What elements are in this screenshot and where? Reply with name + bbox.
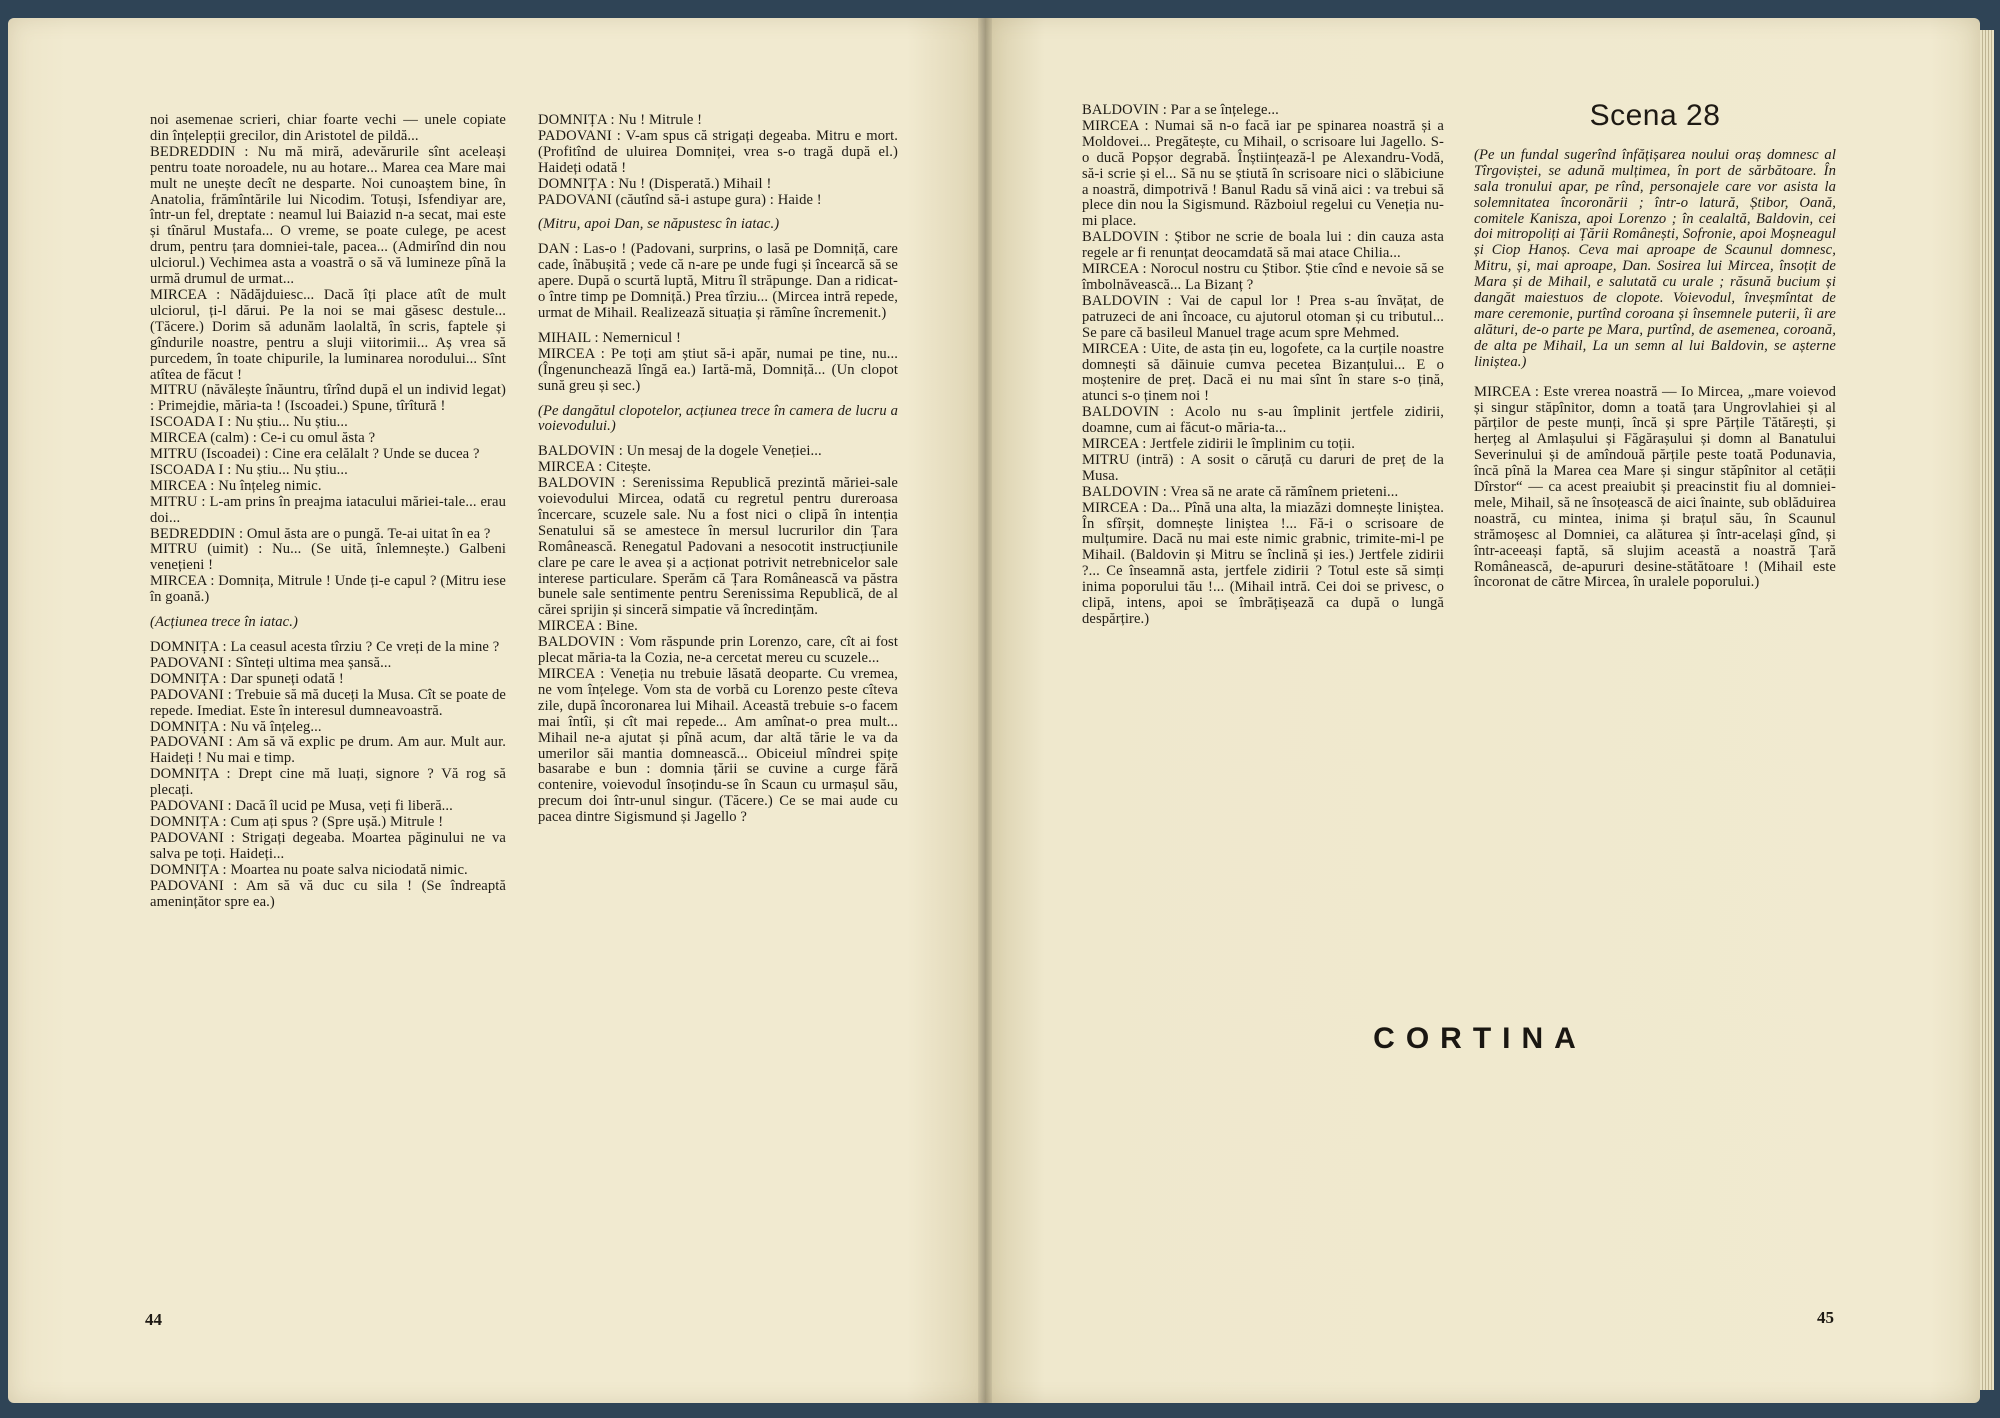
dialogue-line: MIRCEA : Nu înțeleg nimic. [150,477,322,494]
dialogue-line: MITRU : L-am prins în preajma iatacului măriei-tale... erau doi... [150,493,506,526]
dialogue-line: MIRCEA : Norocul nostru cu Știbor. Știe cînd e nevoie să se îmbolnăvească... La Bizanț ? [1082,261,1444,293]
dialogue-line: PADOVANI : Dacă îl ucid pe Musa, veți fi liberă... [150,798,453,815]
stage-direction: (Pe dangătul clopotelor, acțiunea trece în camera de lucru a voievodului.) [538,402,898,435]
dialogue-line: MIRCEA : Uite, de asta țin eu, logofete, ca la curțile noastre domnești să dăinuie cumva pecetea Bizanțului... E o moștenire de preț. Dacă ei nu mai sînt în stare s-o țină, atunci s-o ținem noi ! [1082,340,1444,405]
dialogue-line: DOMNIȚA : Nu ! Mitrule ! [538,112,703,128]
dialogue-line: ISCOADA I : Nu știu... Nu știu... [150,414,348,431]
dialogue-line: BEDREDDIN : Nu mă miră, adevărurile sînt aceleași pentru toate noroadele, nu au hotare... Marea cea Mare mai mult ne unește decît ne desparte. Noi cunoaștem bine, în Anatolia, frămîntările lui Nicodim. Totuși, Isfendiyar are, într-un fel, dreptate : neamul lui Baiazid n-a secat, mai este și tînărul Mustafa... O vreme, se poate culege, pe acest drum, pentru țara domniei-tale, pacea... (Admirînd din nou ulciorul.) Vechimea asta a voastră o să vă lumineze pînă la urmă drumul de urmat... [150,143,506,288]
dialogue-line: MIRCEA : Nădăjduiesc... Dacă îți place atît de mult ulciorul, ți-l dărui. Pe la noi se mai găsesc destule... (Tăcere.) Dorim să adunăm laolaltă, în scris, faptele și gîndurile noastre, pentru a sluji viitorimii... Aș vrea să purcedem, în toate chipurile, la luminarea norodului... Sînt atîtea de făcut ! [150,286,506,383]
book-gutter [978,18,992,1403]
page-edges [1980,30,1994,1390]
dialogue-line: MIRCEA : Jertfele zidirii le împlinim cu toții. [1082,436,1356,453]
dialogue-line: DOMNIȚA : Drept cine mă luați, signore ? Vă rog să plecați. [150,766,506,799]
dialogue-line: DOMNIȚA : Dar spuneți odată ! [150,670,344,687]
stage-direction: (Acțiunea trece în iatac.) [150,614,298,631]
dialogue-line: MIHAIL : Nemernicul ! [538,329,681,346]
right-page-column-2 [1474,100,1836,591]
dialogue-line: MIRCEA : Este vrerea noastră — Io Mircea, „mare voievod și singur stăpînitor, domn a toată țara Ungrovlahiei și al părților de peste munți, încă și spre Părțile Tătărești, și herțeg al Amlașului și Făgărașului și domn al Banatului Severinului și de amîndouă părțile peste toată Podunavia, încă pînă la Marea cea Mare și singur stăpînitor al cetății Dîrstor“ — ca acest preaiubit și preacinstit fiu al domniei-mele, Mihail, să ne însoțească de aici înainte, sub oblăduirea noastră, cu mintea, inima și brațul său, în Scaunul strămoșesc al Domniei, ca alăturea și într-același gînd, și într-aceeași faptă, să slujim această a noastră Țară Românească, de-apururi desine-stătătoare ! (Mihail este încoronat de către Mircea, în uralele poporului.) [1474,383,1836,591]
dialogue-line: DOMNIȚA : Cum ați spus ? (Spre ușă.) Mitrule ! [150,813,444,830]
dialogue-line: MIRCEA : Bine. [538,618,638,635]
right-page-column-1 [1082,103,1444,628]
dialogue-line: MIRCEA : Veneția nu trebuie lăsată deoparte. Cu vremea, ne vom înțelege. Vom sta de vorbă cu Lorenzo peste cîteva zile, după încoronarea lui Mihail. Această trebuie s-o facem mai întîi, și cît mai repede... Am amînat-o prea mult... Mihail ne-a ajutat și pînă acum, dar altă tărie le va da umerilor săi mantia domnească... Obiceiul mîndrei spițe basarabe e bun : domnia țării se cuvine a curge fără contenire, voievodul însoțindu-se în Scaun cu urmașul său, precum doi într-unul singur. (Tăcere.) Ce se mai aude cu pacea dintre Sigismund și Jagello ? [538,666,898,826]
dialogue-line: MIRCEA : Da... Pînă una alta, la miazăzi domnește liniștea. În sfîrșit, domnește liniștea !... Fă-i o scrisoare de mulțumire. Dacă nu mai este nimic grabnic, trimite-mi-l pe Mihail. (Baldovin și Mitru se înclină și ies.) Jertfele zidirii ?... Ce înseamnă asta, jertfele zidirii ? Totul este să simți inima poporului tău !... (Mihail intră. Cei doi se privesc, o clipă, intens, apoi se îmbrățișează ca după o lungă despărțire.) [1082,499,1444,627]
dialogue-line: BALDOVIN : Știbor ne scrie de boala lui : din cauza asta regele ar fi renunțat deocamdată să mai atace Chilia... [1082,229,1444,262]
dialogue-line: ISCOADA I : Nu știu... Nu știu... [150,461,348,478]
dialogue-line: MIRCEA : Citește. [538,459,652,476]
dialogue-line: PADOVANI (căutînd să-i astupe gura) : Haide ! [538,191,822,208]
page-number-left: 44 [145,1310,162,1329]
dialogue-line: BALDOVIN : Acolo nu s-au împlinit jertfele zidirii, doamne, cum ai făcut-o măria-ta... [1082,404,1444,437]
dialogue-line: PADOVANI : Strigați degeaba. Moartea păginului ne va salva pe toți. Haideți... [150,829,506,862]
dialogue-line: MIRCEA : Numai să n-o facă iar pe spinarea noastră și a Moldovei... Pregătește, cu Mihail, o scrisoare lui Jagello. S-o ducă Popșor degrabă. Înștiințează-l pe Alexandru-Vodă, să-i scrie și el... Să nu se știută în scrisoare nici o slăbiciune a noastră, dimpotrivă ! Banul Radu să vină aici : va trebui să plece din nou la Sigismund. Războiul regelui cu Veneția nu-mi place. [1082,117,1444,230]
dialogue-line: MITRU (năvălește înăuntru, tîrînd după el un individ legat) : Primejdie, măria-ta ! (Iscoadei.) Spune, tîrîtură ! [150,382,506,415]
dialogue-line: PADOVANI : Trebuie să mă duceți la Musa. Cît se poate de repede. Imediat. Este în interesul dumneavoastră. [150,686,506,719]
dialogue-line: PADOVANI : Am să vă duc cu sila ! (Se îndreaptă amenințător spre ea.) [150,877,506,910]
dialogue-line: DOMNIȚA : Moartea nu poate salva niciodată nimic. [150,861,468,878]
page-number-right: 45 [1817,1308,1834,1327]
dialogue-line: DOMNIȚA : Nu vă înțeleg... [150,718,322,735]
dialogue-line: BALDOVIN : Par a se înțelege... [1082,102,1279,118]
stage-direction: (Mitru, apoi Dan, se năpustesc în iatac.) [538,216,780,233]
dialogue-line: MITRU (intră) : A sosit o căruță cu daruri de preț de la Musa. [1082,451,1444,484]
dialogue-line: BALDOVIN : Un mesaj de la dogele Veneției... [538,443,822,460]
dialogue-line: MIRCEA (calm) : Ce-i cu omul ăsta ? [150,430,376,447]
dialogue-line: BALDOVIN : Serenissima Republică prezintă măriei-sale voievodului Mircea, odată cu regretul pentru dureroasa încercare, scuzele sale. Nu a fost nici o clipă în intenția Senatului să se amestece în mersul lucrurilor din Țara Românească. Renegatul Padovani a nesocotit instrucțiunile clare pe care le avea și a acționat potrivit netrebnicelor sale interese particulare. Sperăm că Țara Românească va păstra bunele sale sentimente pentru Serenissima Republică, de al cărei sprijin și sinceră simpatie vă încredințăm. [538,475,898,619]
scene-stage-direction: (Pe un fundal sugerînd înfățișarea noului oraș domnesc al Tîrgoviștei, se adună mulțimea, în port de sărbătoare. În sala tronului apar, pe rînd, personajele care vor asista la solemnitatea încoronării ; într-o latură, Știbor, Oană, comitele Kanisza, apoi Lorenzo ; în cealaltă, Baldovin, cei doi mitropoliți ai Țării Românești, Sofronie, apoi Moșneagul și Ciop Hanoș. Ceva mai aproape de Scaunul domnesc, Mitru, și, mai aproape, Dan. Sosirea lui Mircea, însoțit de Mara și de Mihail, e salutată cu urale ; răsună bucium și dangăt maiestuos de clopote. Voievodul, înveșmîntat de mare ceremonie, purtînd coroana și însemnele puterii, îi are alături, de-o parte pe Mara, purtînd, de asemenea, coroană, de alta pe Mihail, La un semn al lui Baldovin, se așterne liniștea.) [1474,146,1836,370]
dialogue-line: PADOVANI : Am să vă explic pe drum. Am aur. Mult aur. Haideți ! Nu mai e timp. [150,734,506,767]
dialogue-line: DAN : Las-o ! (Padovani, surprins, o lasă pe Domniță, care cade, înăbușită ; vede că n-are pe unde fugi și încearcă să se apere. După o scurtă luptă, Mitru îl străpunge. Dan a ridicat-o între timp pe Domniță.) Prea tîrziu... (Mircea intră repede, urmat de Mihail. Realizează situația și rămîne încremenit.) [538,241,898,321]
text-line: noi asemenae scrieri, chiar foarte vechi — unele copiate din înțelepții grecilor, din Aristotel de pildă... [150,112,506,144]
dialogue-line: MIRCEA : Domnița, Mitrule ! Unde ți-e capul ? (Mitru iese în goană.) [150,573,506,606]
dialogue-line: BALDOVIN : Vrea să ne arate că rămînem prieteni... [1082,483,1399,500]
curtain-heading: CORTINA [1373,1022,1587,1055]
left-page-column-1 [150,113,506,910]
dialogue-line: BALDOVIN : Vai de capul lor ! Prea s-au învățat, de patruzeci de ani încoace, cu ajutorul otoman și cu tributul... Se pare că basileul Manuel trage acum spre Mehmed. [1082,292,1444,341]
dialogue-line: BEDREDDIN : Omul ăsta are o pungă. Te-ai uitat în ea ? [150,525,491,542]
dialogue-line: DOMNIȚA : La ceasul acesta tîrziu ? Ce vreți de la mine ? [150,639,500,655]
dialogue-line: MITRU (uimit) : Nu... (Se uită, înlemnește.) Galbeni venețieni ! [150,541,506,574]
scene-title: Scena 28 [1589,99,1721,132]
dialogue-line: MITRU (Iscoadei) : Cine era celălalt ? Unde se ducea ? [150,446,480,463]
dialogue-line: PADOVANI : V-am spus că strigați degeaba. Mitru e mort. (Profitînd de uluirea Domniței, vrea s-o tragă după el.) Haideți odată ! [538,127,898,176]
left-page-column-2 [538,113,898,826]
dialogue-line: BALDOVIN : Vom răspunde prin Lorenzo, care, cît ai fost plecat măria-ta la Cozia, ne-a cercetat mereu cu scuzele... [538,634,898,667]
dialogue-line: MIRCEA : Pe toți am știut să-i apăr, numai pe tine, nu... (Îngenunchează lîngă ea.) Iartă-mă, Domniță... (Un clopot sună greu și sec.) [538,345,898,394]
dialogue-line: PADOVANI : Sînteți ultima mea șansă... [150,654,392,671]
dialogue-line: DOMNIȚA : Nu ! (Disperată.) Mihail ! [538,175,772,192]
